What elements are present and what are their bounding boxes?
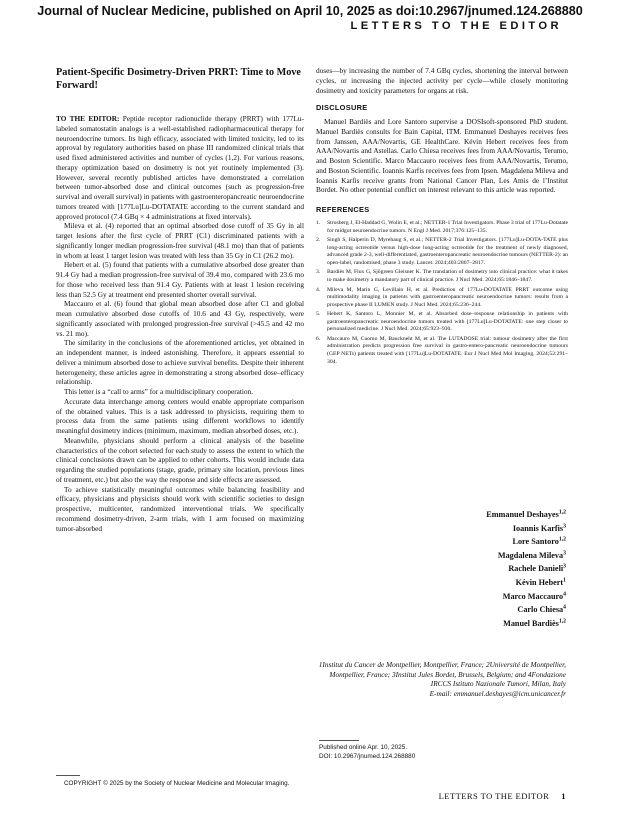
author xyxy=(486,562,566,576)
disclosure-text xyxy=(316,117,568,195)
published-online: Published online Apr. 10, 2025. xyxy=(319,744,408,751)
author-affiliation: 1 xyxy=(563,577,566,584)
page-footer xyxy=(439,791,566,801)
author-name: Carlo Chiesa xyxy=(517,605,564,615)
paragraph-9-continued: doses—by increasing the number of 7.4 GBq cycles, shortening the interval between cycles, or increasing the injected activity per cycle—while closely monitoring dosimetry and toxicity parameters for organs at risk. xyxy=(316,66,568,95)
paragraph-9: To achieve statistically meaningful outcomes while balancing feasibility and efficacy, physicians and physicists should work with scientific societies to design prospective, multicenter, randomized interventional trials. We specifically recommend dosimetry-driven, 2-arm trials, with 1 arm focused on maximizing tumor-absorbed xyxy=(56,484,304,533)
author-affiliation: 1,2 xyxy=(558,536,566,543)
affiliations xyxy=(311,660,566,698)
author-name: Manuel Bardiès xyxy=(503,618,559,628)
author-name: Kévin Hebert xyxy=(515,577,564,587)
contact-email[interactable]: E-mail: emmanuel.deshayes@icm.unicancer.fr xyxy=(429,688,566,698)
article-title: Patient-Specific Dosimetry-Driven PRRT: Time to Move Forward! xyxy=(56,67,301,91)
disclosure-paragraph: Manuel Bardiès and Lore Santoro supervise a DOSIsoft-sponsored PhD student. Manuel Bardiès consults for Bain Capital, ITM. Emmanuel Deshayes receives fees from Janssen, AAA/Novartis, GE HealthCare. Kévin Hebert receives fees from AAA/Novartis and Astellas. Carlo Chiesa receives fees from AAA/Novartis, Terumo, and Boston Scientific. Marco Maccauro receives fees from AAA/Novartis, Terumo, and Boston Scientific. Ioannis Karfis receives fees from Ipsen. Magdalena Mileva and Ioannis Karfis receive grants from National Cancer Plan, Les Amis de l’Institut Bordet. No other potential conflict on interest relevant to this article was reported. xyxy=(316,117,568,195)
reference-item xyxy=(316,269,568,284)
author-name: Magdalena Mileva xyxy=(497,550,564,560)
author-affiliation: 3 xyxy=(563,550,566,557)
reference-number: 1. xyxy=(316,220,321,226)
lead-in: TO THE EDITOR: xyxy=(56,114,120,123)
right-column-continuation xyxy=(316,66,568,95)
paragraph-3: Hebert et al. (5) found that patients with a cumulative absorbed dose greater than 91.4 Gy had a median progression-free survival of 39.4 mo, compared with 23.6 mo for those who received less than 91.4 Gy. Patients with at least 1 lesion receiving less than 52.5 Gy at treatment end presented shorter overall survival. xyxy=(56,260,304,299)
author xyxy=(486,617,566,631)
reference-item xyxy=(316,287,568,310)
section-header: LETTERS TO THE EDITOR xyxy=(350,20,562,32)
disclosure-heading: DISCLOSURE xyxy=(316,103,368,112)
reference-number: 6. xyxy=(316,335,321,342)
reference-list xyxy=(316,220,568,368)
reference-item xyxy=(316,311,568,334)
reference-number: 4. xyxy=(316,286,321,293)
reference-number: 2. xyxy=(316,237,321,244)
author-name: Marco Maccauro xyxy=(502,591,564,601)
author xyxy=(486,590,566,604)
paragraph-7: Accurate data interchange among centers would enable appropriate comparison of the obtained values. This is a task addressed to physicists, requiring them to process data from the same patients using different workflows to identify meaningful dosimetry indices (minimum, maximum, median absorbed doses, etc.). xyxy=(56,396,304,435)
publication-divider xyxy=(319,740,359,741)
author-affiliation: 4 xyxy=(563,590,566,597)
author-list xyxy=(486,508,566,630)
reference-text: Maccauro M, Cuomo M, Bauckneht M, et al. The LUTADOSE trial: tumour dosimetry after the first administration predicts progression free survival in gastro-entero-pancreatic neuroendocrine tumours (GEP NETs) patients treated with [177Lu]Lu-DOTATATE. Eur J Nucl Med Mol Imaging. 2024;52:291–304. xyxy=(327,335,568,365)
author xyxy=(486,508,566,522)
author-name: Emmanuel Deshayes xyxy=(486,510,559,519)
author-name: Rachele Danieli xyxy=(508,564,564,574)
paragraph-4: Maccauro et al. (6) found that global mean absorbed dose after C1 and global mean cumulative absorbed dose cutoffs of 10.6 and 43 Gy, respectively, were significantly associated with prolonged progression-free survival (>45.5 and 42 mo vs. 21 mo). xyxy=(56,299,304,338)
author-affiliation: 3 xyxy=(563,563,566,570)
paragraph-8: Meanwhile, physicians should perform a clinical analysis of the baseline characteristics of the cohort selected for each study to assess the extent to which the clinical conclusions drawn can be applied to other cohorts. This would include data regarding the studied populations (stage, grade, primary site location, previous lines of treatment, etc.) but also the way the response and side effects are assessed. xyxy=(56,435,304,484)
reference-text: Singh S, Halperin D, Myrehaug S, et al.; NETTER-2 Trial Investigators. [177Lu]Lu-DOTA-TATE plus long-acting octreotide versus high-dose long-acting octreotide for the treatment of newly diagnosed, advanced grade 2-3, well-differentiated, gastroenteropancreatic neuroendocrine tumours (NETTER-2): an open-label, randomised, phase 3 study. Lancet. 2024;403:2807–2817. xyxy=(327,237,568,266)
left-column xyxy=(56,114,304,533)
reference-text: Mileva M, Marin G, Levillain H, et al. Prediction of 177Lu-DOTATATE PRRT outcome using multimodality imaging in patients with gastroenteropancreatic neuroendocrine tumors: results from a prospective phase II LUMEN study. J Nucl Med. 2024;65:236–244. xyxy=(327,286,568,308)
author xyxy=(486,603,566,617)
author xyxy=(486,549,566,563)
footnote-divider xyxy=(56,775,80,776)
copyright-notice: COPYRIGHT © 2025 by the Society of Nuclear Medicine and Molecular Imaging. xyxy=(64,780,290,787)
page-number: 1 xyxy=(561,791,566,801)
reference-text: Hebert K, Santoro L, Monnier M, et al. Absorbed dose–response relationship in patients with gastroenteropancreatic neuroendocrine tumors treated with [177Lu]Lu-DOTATATE: one step closer to personalized medicine. J Nucl Med. 2024;65:923–930. xyxy=(327,311,568,333)
author xyxy=(486,576,566,590)
reference-text: Strosberg J, El-Haddad G, Wolin E, et al.; NETTER-1 Trial Investigators. Phase 3 trial of 177Lu-Dotatate for midgut neuroendocrine tumors. N Engl J Med. 2017;376:125–135. xyxy=(327,220,568,234)
author-affiliation: 3 xyxy=(563,522,566,529)
reference-item xyxy=(316,220,568,235)
references-heading: REFERENCES xyxy=(316,205,370,214)
paragraph-2: Mileva et al. (4) reported that an optimal absorbed dose cutoff of 35 Gy in all target lesions after the first cycle of PRRT (C1) discriminated patients with a significantly longer median progression-free survival (48.1 mo) than that of patients in whom at least 1 target lesion was treated with less than 35 Gy in C1 (26.2 mo). xyxy=(56,221,304,260)
reference-number: 3. xyxy=(316,269,321,276)
author xyxy=(486,535,566,549)
doi-link[interactable]: DOI: 10.2967/jnumed.124.268880 xyxy=(319,752,416,760)
author-affiliation: 1,2 xyxy=(558,509,566,516)
author-affiliation: 1,2 xyxy=(558,618,566,625)
author-affiliation: 4 xyxy=(563,604,566,611)
publication-info xyxy=(319,744,415,761)
affiliation-text: 1Institut du Cancer de Montpellier, Montpellier, France; 2Université de Montpellier, Montpellier, France; 3Institut Jules Bordet, Brussels, Belgium; and 4Fondazione IRCCS Istituto Nazionale Tumori, Milan, Italy xyxy=(318,660,566,688)
paragraph-1-body: Peptide receptor radionuclide therapy (PRRT) with 177Lu-labeled somatostatin analogs is a well-established radiopharmaceutical therapy for neuroendocrine tumors. Its high efficacy, associated with limited toxicity, led to its approval by regulatory authorities based on phase III randomized clinical trials that used fixed administered activities and number of cycles (1,2). For various reasons, therapy optimization based on dosimetry is not yet routinely implemented (3). However, several recently published articles have demonstrated a correlation between tumor-absorbed dose and clinical outcomes (such as progression-free survival and overall survival) in patients with gastroenteropancreatic neuroendocrine tumors treated with [177Lu]Lu-DOTATATE according to the current standard and approved protocol (7.4 GBq × 4 administrations at fixed intervals). xyxy=(56,114,304,221)
paragraph-6: This letter is a “call to arms” for a multidisciplinary cooperation. xyxy=(64,387,254,396)
footer-section: LETTERS TO THE EDITOR xyxy=(438,791,550,801)
author-name: Lore Santoro xyxy=(512,537,559,547)
reference-item xyxy=(316,336,568,366)
reference-number: 5. xyxy=(316,311,321,318)
reference-text: Bardiès M, Flux G, Sjögreen Gleisner K. The translation of dosimetry into clinical practice: what it takes to make dosimetry a mandatory part of clinical practice. J Nucl Med. 2024;65:1846–1847. xyxy=(327,269,568,283)
author-name: Ioannis Karfis xyxy=(512,523,564,533)
author xyxy=(486,522,566,536)
paragraph-1 xyxy=(56,114,304,221)
reference-item xyxy=(316,237,568,267)
journal-header: Journal of Nuclear Medicine, published on April 10, 2025 as doi:10.2967/jnumed.124.268880 xyxy=(37,4,583,18)
paragraph-5: The similarity in the conclusions of the aforementioned articles, yet obtained in an independent manner, is indeed astonishing. Therefore, it appears essential to deliver a minimum absorbed dose to achieve survival benefits. Despite their inherent heterogeneity, these articles agree in demonstrating a strong absorbed dose–efficacy relationship. xyxy=(56,338,304,387)
